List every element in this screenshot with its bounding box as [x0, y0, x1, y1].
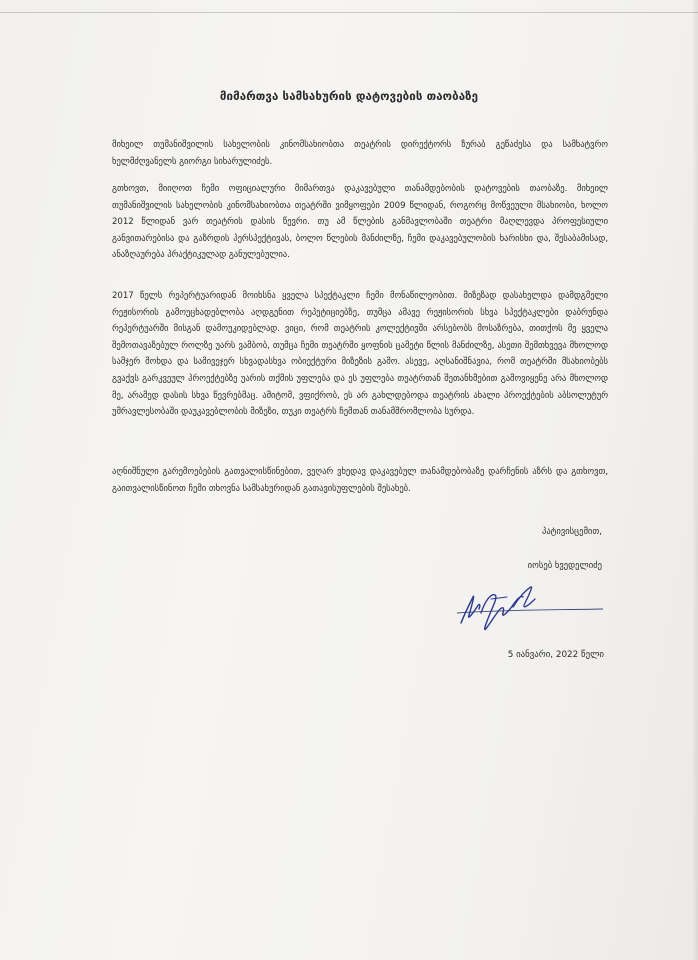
paragraph-reasons: 2017 წელს რეპერტუარიდან მოიხსნა ყველა სპექტაკლი ჩემი მონაწილეობით. მიზეზად დასახელდა დამდგმელი რეჟისორის გამოუცხადებლობა აღდგენით რეპეტიციებზე, თუმცა ამავე რეჟისორის სხვა სპექტაკლები დაბრუნდა რეპერტუარში მისგან დამოუკიდებლად. ვიცი, რომ თეატრის კოლექტივში არსებობს მოსაზრება, თითქოს მე ყველა შემოთავაზებულ როლზე უარს ვამბობ, თუმცა ჩემი თეატრში ყოფნის ცამეტი წლის მანძილზე, ასეთი შემთხვევა მხოლოდ სამჯერ მოხდა და სამივეჯერ სხვადასხვა ობიექტური მიზეზის გამო. ასევე, აღსანიშნავია, რომ თეატრში მსახიობებს გვაქვს გარკვეულ პროექტებზე უარის თქმის უფლება და ეს უფლება თეატრთან შეთანხმებით გამოვიყენე არა მხოლოდ მე, არამედ დასის სხვა წევრებმაც. ამიტომ, ვფიქრობ, ეს არ გახლდებოდა თეატრის ახალი პროექტების აბსოლუტურ უმრავლესობაში დაუკავებლობის მიზეზი, თუკი თეატრს ჩემთან თანამშრომლობა სურდა.	[112, 291, 608, 418]
page-edge-shadow	[692, 0, 698, 960]
document-date: 5 იანვარი, 2022 წელი	[507, 650, 604, 660]
paragraph-request: გთხოვთ, მიიღოთ ჩემი ოფიციალური მიმართვა დაკავებული თანამდებობის დატოვების თაობაზე. მიხეილ თუმანიშვილის სახელობის კინომსახიობთა თეატრში ვიმყოფები 2009 წლიდან, როგორც მოწვეული მსახიობი, ხოლო 2012 წლიდან ვარ თეატრის დასის წევრი. თუ ამ წლების განმავლობაში თეატრი მაღლევდა პროფესიული განვითარებისა და გაზრდის პერსპექტივას, ბოლო წლების მანძილზე, ჩემი დაკავებულობის ხარისხი და, შესაბამისად, ანაზღაურება პრაქტიკულად განულებულია.	[112, 184, 608, 261]
paragraph-addressee: მიხეილ თუმანიშვილის სახელობის კინომსახიობთა თეატრის დირექტორს ზურაბ გეწაძესა და სამხატვრო ხელმძღვანელს გიორგი სიხარულიძეს.	[112, 140, 608, 167]
handwritten-signature	[455, 583, 605, 643]
paragraph-conclusion: აღნიშნული გარემოებების გათვალისწინებით, ვეღარ ვხედავ დაკავებულ თანამდებობაზე დარჩენის აზრს და გთხოვთ, გაითვალისწინოთ ჩემი თხოვნა სამსახურიდან გათავისუფლების შესახებ.	[112, 467, 608, 494]
document-title: მიმართვა სამსახურის დატოვების თაობაზე	[219, 89, 479, 103]
paper-fold-line	[0, 12, 698, 13]
signer-name: იოსებ ხვედელიძე	[527, 561, 602, 571]
closing-phrase: პატივისცემით,	[542, 527, 602, 537]
